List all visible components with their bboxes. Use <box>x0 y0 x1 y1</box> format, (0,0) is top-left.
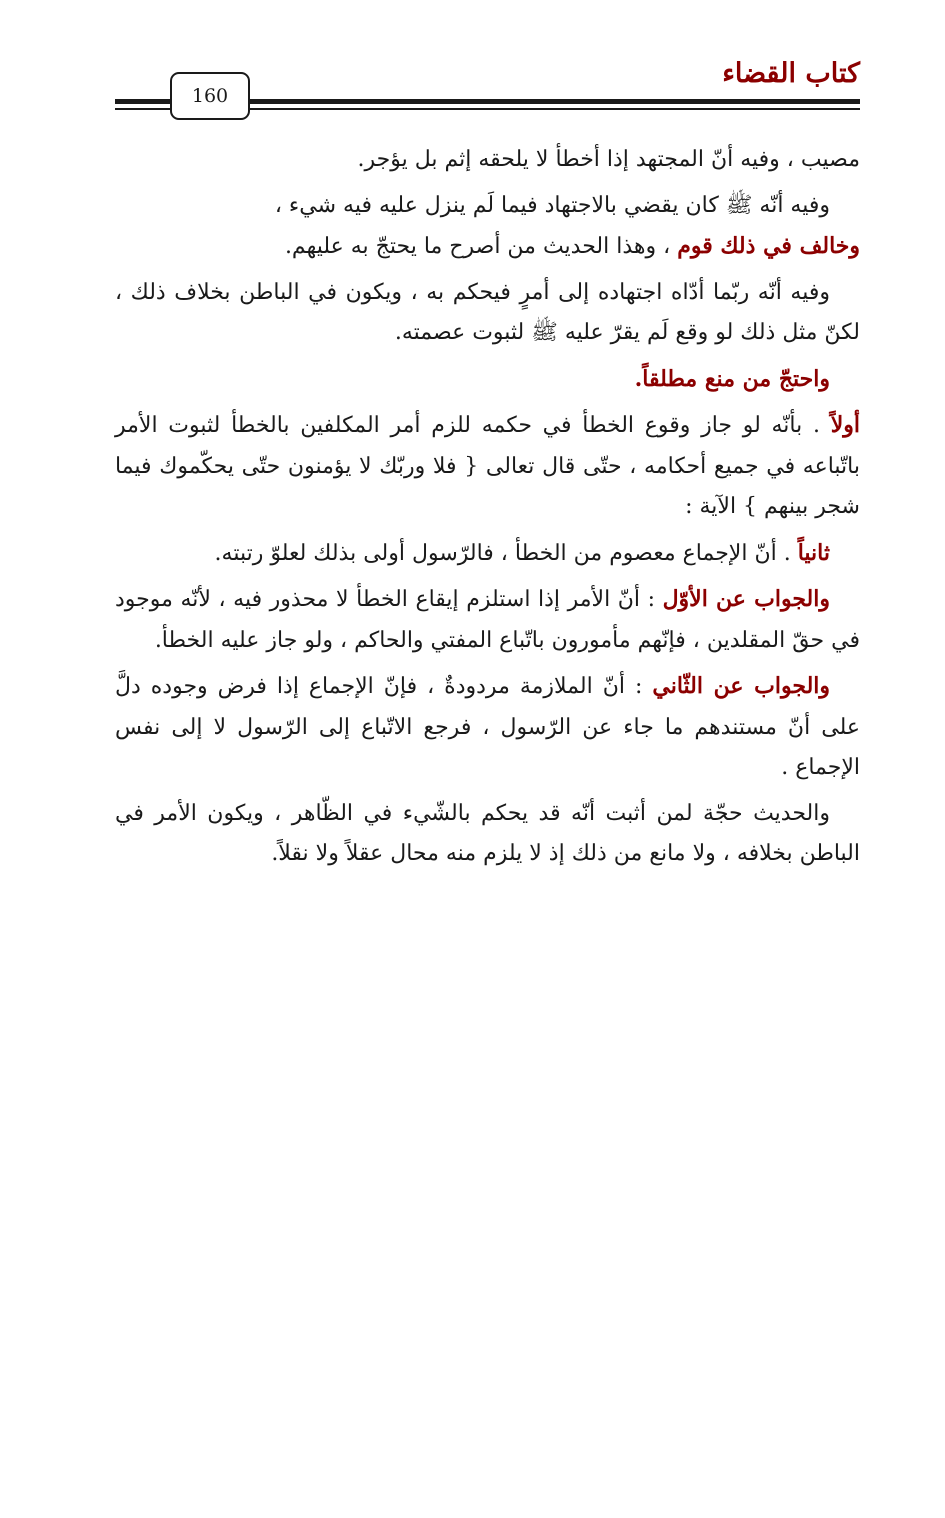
paragraph: أولاً . بأنّه لو جاز وقوع الخطأ في حكمه للزم أمر المكلفين بالخطأ لثبوت الأمر باتّباعه في جميع أحكامه ، حتّى قال تعالى { فلا وربّك لا يؤمنون حتّى يحكّموك فيما شجر بينهم } الآية : <box>115 412 860 519</box>
paragraph: وخالف في ذلك قوم ، وهذا الحديث من أصرح ما يحتجّ به عليهم. <box>284 233 860 259</box>
highlighted-phrase: والجواب عن الثّاني <box>652 673 831 699</box>
page-number: 160 <box>191 85 229 107</box>
paragraph: والجواب عن الثّاني : أنّ الملازمة مردودةٌ ، فإنّ الإجماع إذا فرض وجوده دلَّ على أنّ مستندهم ما جاء عن الرّسول ، فرجع الاتّباع إلى الرّسول لا إلى نفس الإجماع . <box>115 673 860 780</box>
section-heading <box>115 359 860 401</box>
body-text <box>115 140 860 875</box>
paragraph: وفيه أنّه ربّما أدّاه اجتهاده إلى أمرٍ فيحكم به ، ويكون في الباطن بخلاف ذلك ، لكنّ مثل ذلك لو وقع لَم يقرّ عليه ﷺ لثبوت عصمته. <box>115 279 860 345</box>
paragraph: والحديث حجّة لمن أثبت أنّه قد يحكم بالشّيء في الظّاهر ، ويكون الأمر في الباطن بخلافه ، ولا مانع من ذلك إذ لا يلزم منه محال عقلاً ولا نقلاً. <box>115 800 860 866</box>
paragraph: مصيب ، وفيه أنّ المجتهد إذا أخطأ لا يلحقه إثم بل يؤجر. <box>357 147 860 172</box>
highlighted-phrase: ثانياً <box>797 539 830 566</box>
page-number-box <box>170 72 250 120</box>
page-header <box>115 50 860 120</box>
paragraph: وفيه أنّه ﷺ كان يقضي بالاجتهاد فيما لَم ينزل عليه فيه شيء ، <box>274 192 830 218</box>
paragraph: والجواب عن الأوّل : أنّ الأمر إذا استلزم إيقاع الخطأ لا محذور فيه ، لأنّه موجود في حقّ المقلدين ، فإنّهم مأمورون باتّباع المفتي والحاكم ، ولو جاز عليه الخطأ. <box>115 586 860 653</box>
paragraph: ثانياً . أنّ الإجماع معصوم من الخطأ ، فالرّسول أولى بذلك لعلوّ رتبته. <box>214 539 830 566</box>
highlighted-phrase: والجواب عن الأوّل <box>662 586 830 612</box>
highlighted-phrase: وخالف في ذلك قوم <box>677 233 860 259</box>
heading-text: واحتجّ من منع مطلقاً. <box>634 365 830 392</box>
highlighted-phrase: أولاً <box>830 412 860 438</box>
book-title: كتاب القضاء <box>722 58 860 89</box>
